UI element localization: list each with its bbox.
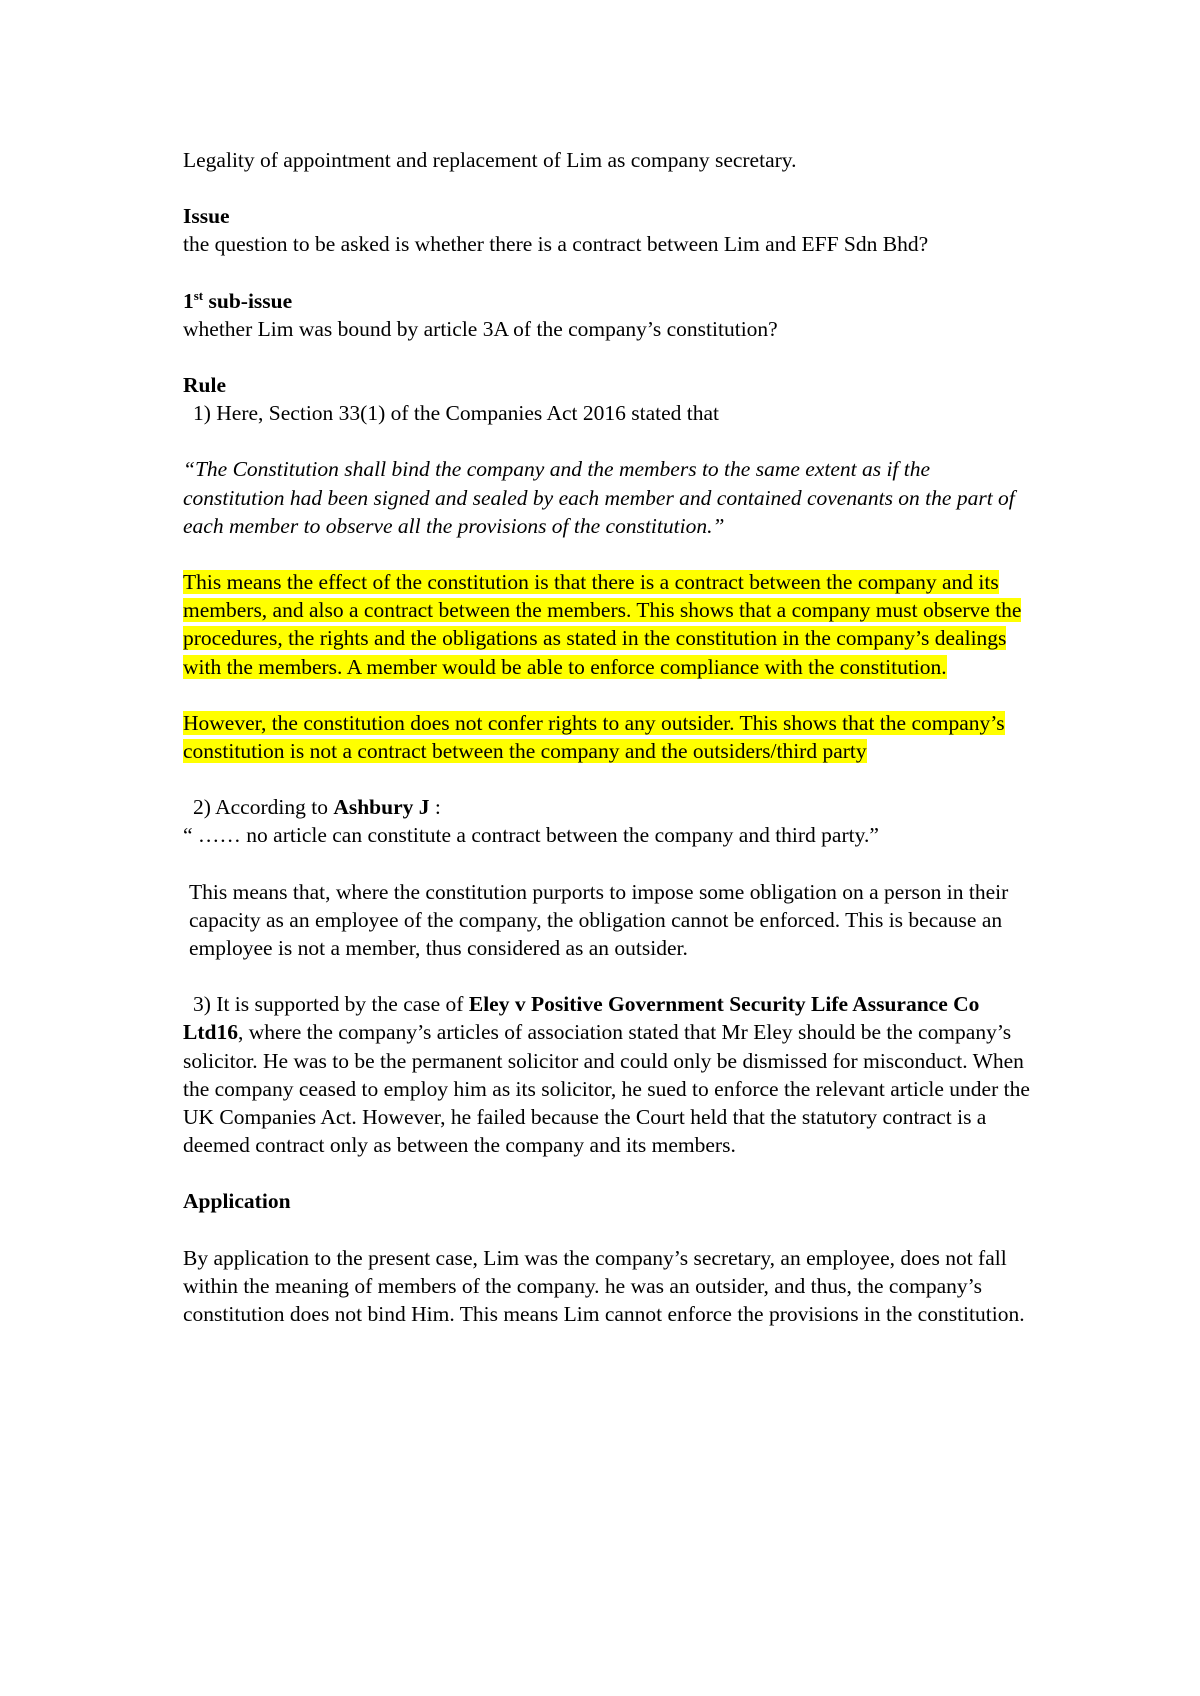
point-2-prefix: 2) According to (193, 795, 334, 820)
document-body (183, 146, 1033, 1328)
highlighted-paragraph-1 (183, 568, 1033, 681)
point-3-text: , where the company’s articles of association stated that Mr Eley should be the company’s solicitor. He was to be the permanent solicitor and could only be dismissed for misconduct. When the company ceased to employ him as its solicitor, he sued to enforce the relevant article under the UK Companies Act. However, he failed because the Court held that the statutory contract is a deemed contract only as between the company and its members. (183, 1020, 1030, 1158)
highlighted-paragraph-2 (183, 709, 1033, 765)
point-2-explanation: This means that, where the constitution purports to impose some obligation on a person in their capacity as an employee of the company, the obligation cannot be enforced. This is because an employee is not a member, thus considered as an outsider. (189, 879, 1009, 961)
point-3-case-name: Eley v Positive Government Security Life Assurance Co Ltd16 (183, 992, 980, 1045)
highlight-text-1: This means the effect of the constitution is that there is a contract between the company and its members, and also a contract between the members. This shows that a company must observe the procedures, the rights and the obligations as stated in the constitution in the company’s dealings with the members. A member would be able to enforce compliance with the constitution. (183, 570, 1022, 679)
rule-point-1: 1) Here, Section 33(1) of the Companies Act 2016 stated that (193, 401, 720, 426)
point-2-line (183, 793, 1033, 821)
application-text: By application to the present case, Lim was the company’s secretary, an employee, does not fall within the meaning of members of the company. he was an outsider, and thus, the company’s constitution does not bind Him. This means Lim cannot enforce the provisions in the constitution. (183, 1245, 1025, 1327)
subissue-heading-text: sub-issue (203, 288, 293, 313)
subissue-text: whether Lim was bound by article 3A of the company’s constitution? (183, 316, 778, 341)
point-2-quote: “ …… no article can constitute a contract between the company and third party.” (183, 823, 879, 848)
issue-heading: Issue (183, 204, 230, 229)
document-title: Legality of appointment and replacement of Lim as company secretary. (183, 148, 797, 172)
subissue-number: 1 (183, 288, 194, 313)
rule-heading: Rule (183, 373, 226, 398)
subissue-ordinal-suffix: st (193, 287, 204, 303)
subissue-heading (183, 287, 1033, 315)
issue-text: the question to be asked is whether there is a contract between Lim and EFF Sdn Bhd? (183, 232, 929, 257)
point-2-judge-name: Ashbury J (333, 795, 430, 820)
point-3-prefix: 3) It is supported by the case of (193, 992, 469, 1017)
point-2-suffix: : (429, 795, 441, 820)
point-3-paragraph (183, 990, 1033, 1159)
section-33-quote: “The Constitution shall bind the company and the members to the same extent as if the constitution had been signed and sealed by each member and contained covenants on the part of each member to observe all the provisions of the constitution.” (183, 457, 1015, 538)
application-heading: Application (183, 1189, 291, 1214)
highlight-text-2: However, the constitution does not confer rights to any outsider. This shows that the company’s constitution is not a contract between the company and the outsiders/third party (183, 710, 1005, 764)
